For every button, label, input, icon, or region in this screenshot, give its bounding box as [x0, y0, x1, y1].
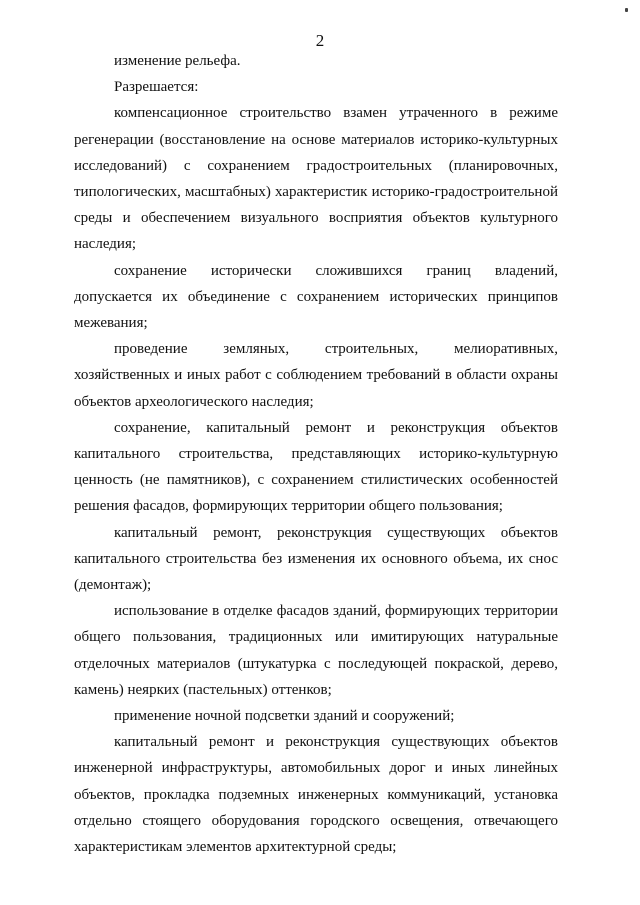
page-number: 2 [315, 31, 325, 50]
paragraph-compensatory-construction: компенсационное строительство взамен утраченного в режиме регенерации (восстановление на основе материалов историко-культурных исследований) с сохранением градостроительных (планировочных, типологических, масштабных) характеристик историко-градостроительной среды и обеспечением визуального восприятия объектов культурного наследия; [74, 105, 558, 253]
document-body [74, 48, 558, 860]
paragraph-capital-repair-existing: капитальный ремонт, реконструкция существующих объектов капитального строительства без изменения их основного объема, их снос (демонтаж); [74, 524, 558, 594]
paragraph-allowed-heading: Разрешается: [114, 79, 199, 96]
paragraph-earthworks: проведение земляных, строительных, мелиоративных, хозяйственных и иных работ с соблюдением требований в области охраны объектов археологического наследия; [74, 341, 558, 410]
paragraph-historic-boundaries: сохранение исторически сложившихся границ владений, допускается их объединение с сохранением исторических принципов межевания; [74, 262, 558, 332]
paragraph-relief-change: изменение рельефа. [114, 53, 241, 69]
paragraph-infrastructure: капитальный ремонт и реконструкция существующих объектов инженерной инфраструктуры, автомобильных дорог и иных линейных объектов, прокладка подземных инженерных коммуникаций, установка отдельно стоящего оборудования городского освещения, отвечающего характеристикам элементов архитектурной среды; [74, 734, 558, 856]
scan-mark [625, 8, 628, 12]
paragraph-facade-materials: использование в отделке фасадов зданий, формирующих территории общего пользования, традиционных или имитирующих натуральные отделочных материалов (штукатурка с последующей покраской, дерево, камень) неярких (пастельных) оттенков; [74, 603, 558, 698]
paragraph-capital-repair-valuable: сохранение, капитальный ремонт и реконструкция объектов капитального строительства, представляющих историко-культурную ценность (не памятников), с сохранением стилистических особенностей решения фасадов, формирующих территории общего пользования; [74, 419, 558, 515]
paragraph-night-lighting: применение ночной подсветки зданий и сооружений; [114, 708, 455, 725]
